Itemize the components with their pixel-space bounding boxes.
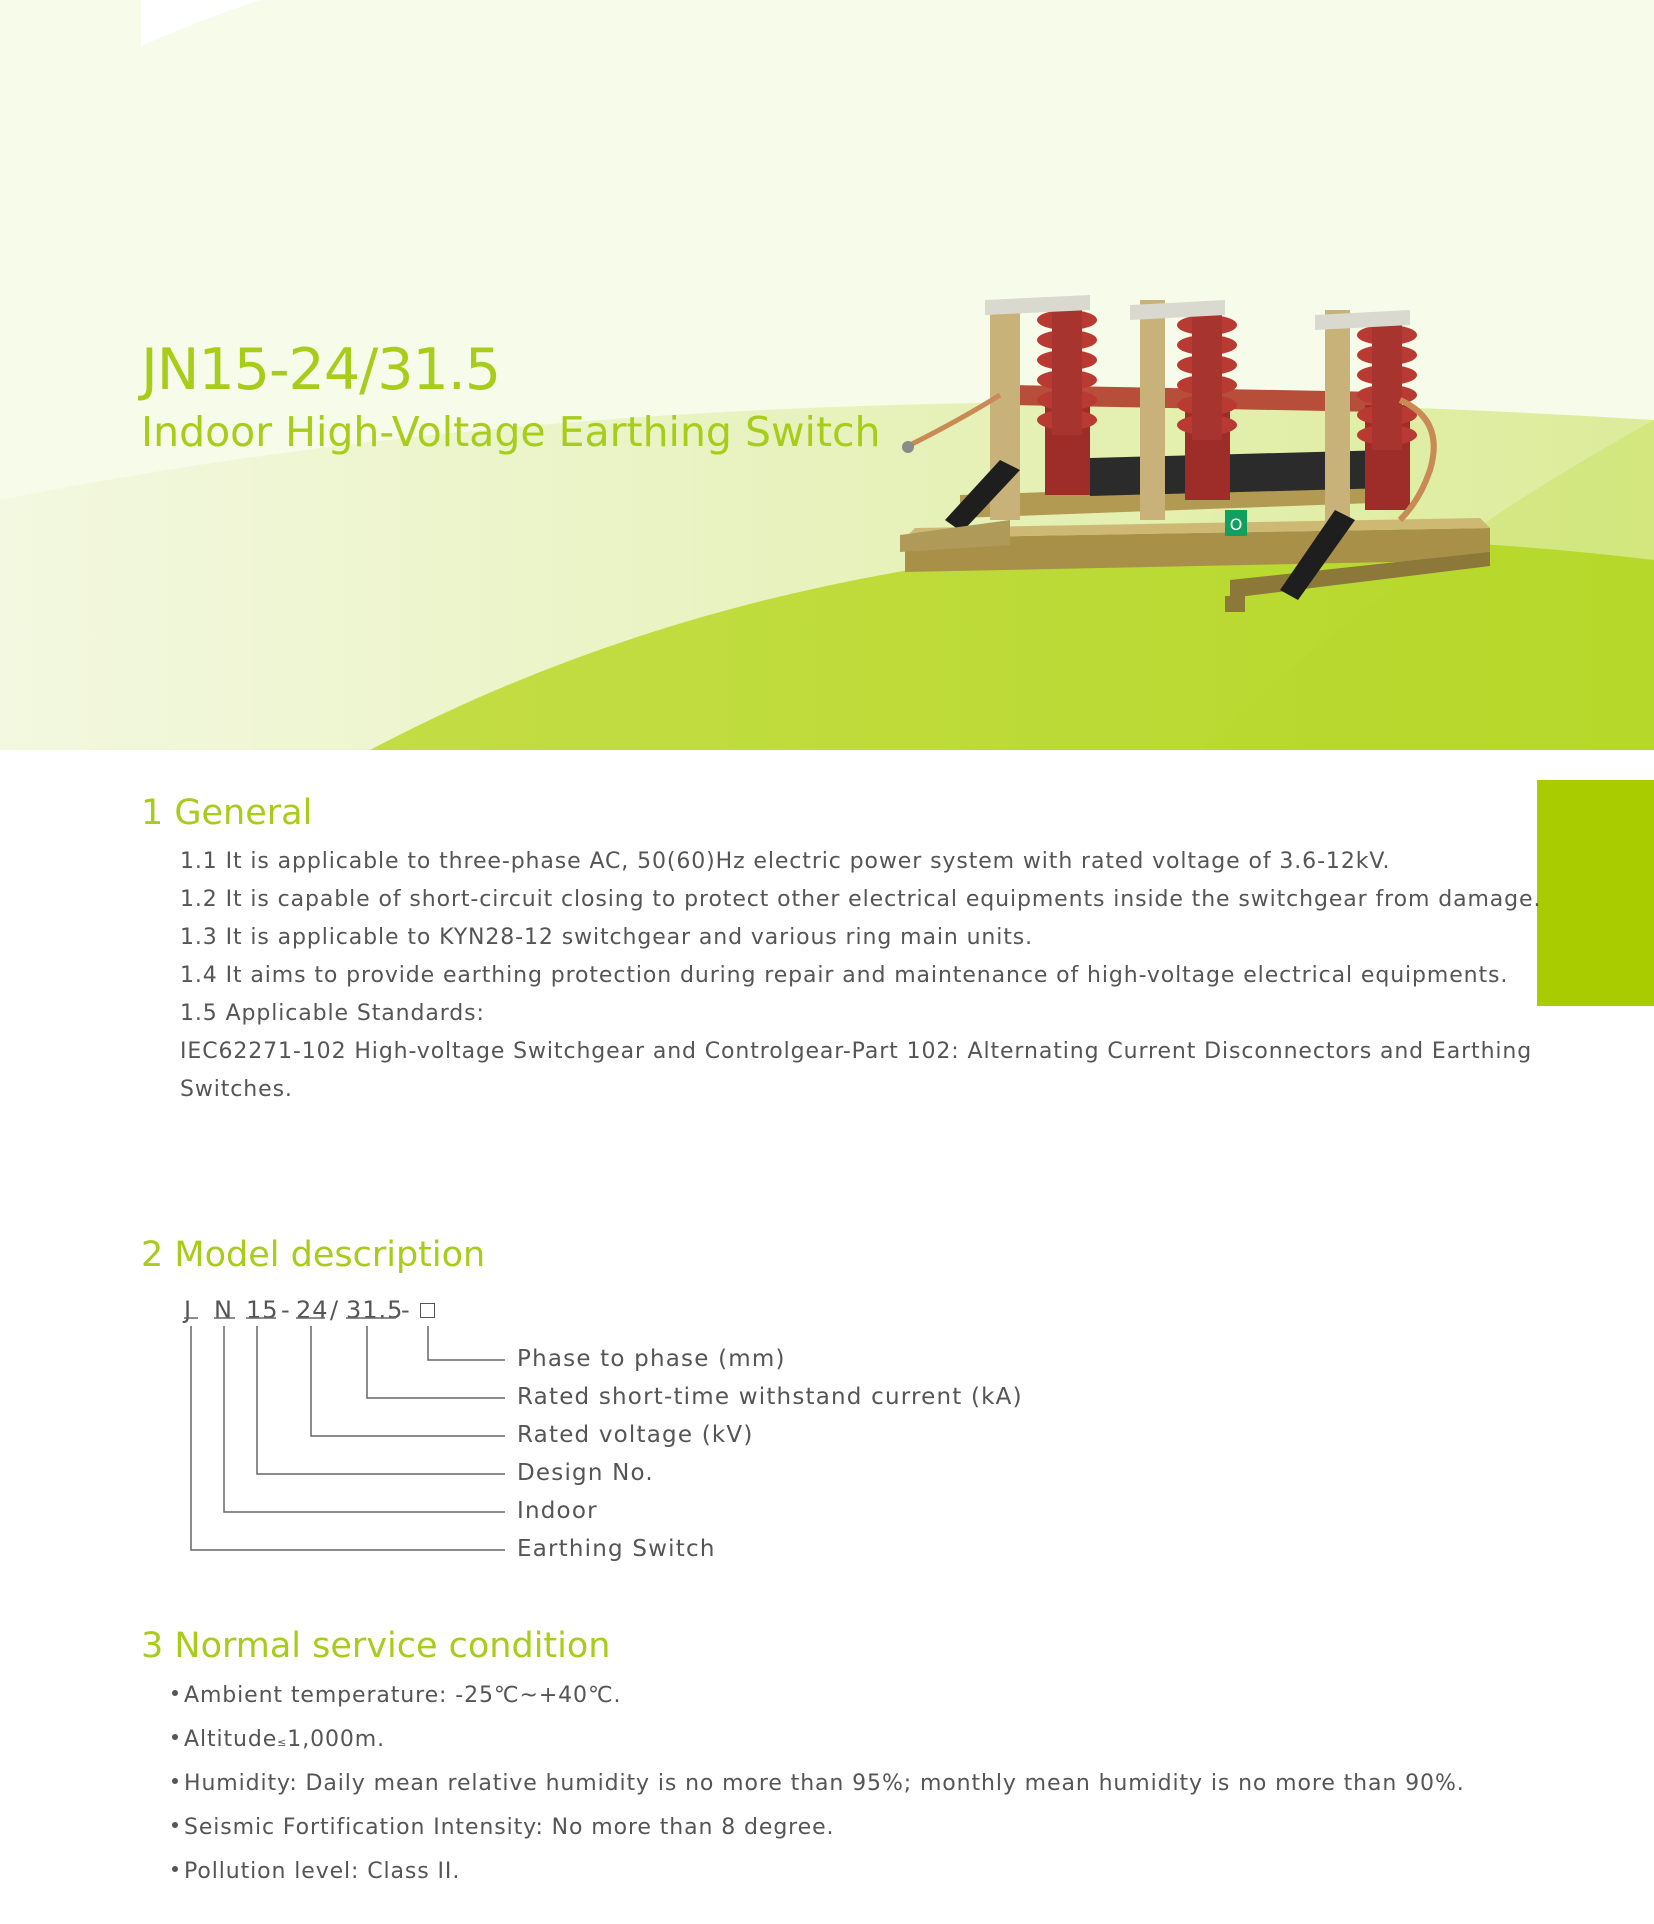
product-subtitle: Indoor High-Voltage Earthing Switch	[141, 408, 881, 456]
code-part-dash: -	[281, 1296, 291, 1324]
service-condition-text: Altitude	[184, 1727, 278, 1752]
general-item: 1.1 It is applicable to three-phase AC, 50(60)Hz electric power system with rated voltage of 3.6-12kV.	[180, 849, 1391, 874]
general-item: 1.2 It is capable of short-circuit closing to protect other electrical equipments inside the switchgear from damage.	[180, 887, 1542, 912]
model-label-short-time-current: Rated short-time withstand current (kA)	[517, 1384, 1023, 1410]
general-item: IEC62271-102 High-voltage Switchgear and Controlgear-Part 102: Alternating Current Disconnectors and Earthing	[180, 1039, 1533, 1064]
section-general-heading: 1 General	[141, 793, 313, 833]
service-condition-text: Pollution level: Class II.	[184, 1859, 461, 1884]
section-model-description-heading: 2 Model description	[141, 1235, 486, 1275]
model-label-earthing-switch: Earthing Switch	[517, 1536, 716, 1562]
model-label-rated-voltage: Rated voltage (kV)	[517, 1422, 754, 1448]
general-item: 1.3 It is applicable to KYN28-12 switchgear and various ring main units.	[180, 925, 1034, 950]
bullet-dot	[172, 1866, 178, 1872]
service-condition-item	[172, 1813, 834, 1843]
general-item: Switches.	[180, 1077, 293, 1102]
bullet-dot	[172, 1734, 178, 1740]
section-service-condition-heading: 3 Normal service condition	[141, 1626, 611, 1666]
service-condition-item	[172, 1769, 1465, 1799]
service-condition-item	[172, 1725, 385, 1758]
service-condition-item	[172, 1857, 460, 1887]
service-condition-text: Ambient temperature: -25℃~+40℃.	[184, 1683, 622, 1708]
code-part-slash: /	[330, 1296, 340, 1324]
less-equal-symbol: ≤	[277, 1736, 288, 1749]
bullet-dot	[172, 1690, 178, 1696]
general-item: 1.4 It aims to provide earthing protection during repair and maintenance of high-voltage electrical equipments.	[180, 963, 1509, 988]
model-label-design-no: Design No.	[517, 1460, 654, 1486]
service-condition-text: 1,000m.	[287, 1727, 386, 1752]
model-label-indoor: Indoor	[517, 1498, 598, 1524]
position-indicator-label: O	[1229, 515, 1243, 534]
code-part-voltage: 24	[296, 1296, 329, 1324]
code-part-current: 31.5	[346, 1296, 404, 1324]
model-label-phase-to-phase: Phase to phase (mm)	[517, 1346, 786, 1372]
service-condition-item	[172, 1681, 621, 1711]
bullet-dot	[172, 1822, 178, 1828]
bullet-dot	[172, 1778, 178, 1784]
code-part-design: 15	[246, 1296, 279, 1324]
service-condition-text: Seismic Fortification Intensity: No more than 8 degree.	[184, 1815, 835, 1840]
code-part-n: N	[214, 1296, 233, 1324]
general-item: 1.5 Applicable Standards:	[180, 1001, 485, 1026]
service-condition-text: Humidity: Daily mean relative humidity is no more than 95%; monthly mean humidity is no more than 90%.	[184, 1771, 1465, 1796]
product-model-title: JN15-24/31.5	[141, 337, 501, 403]
code-part-j: J	[184, 1296, 193, 1324]
code-part-dash: -	[401, 1296, 411, 1324]
